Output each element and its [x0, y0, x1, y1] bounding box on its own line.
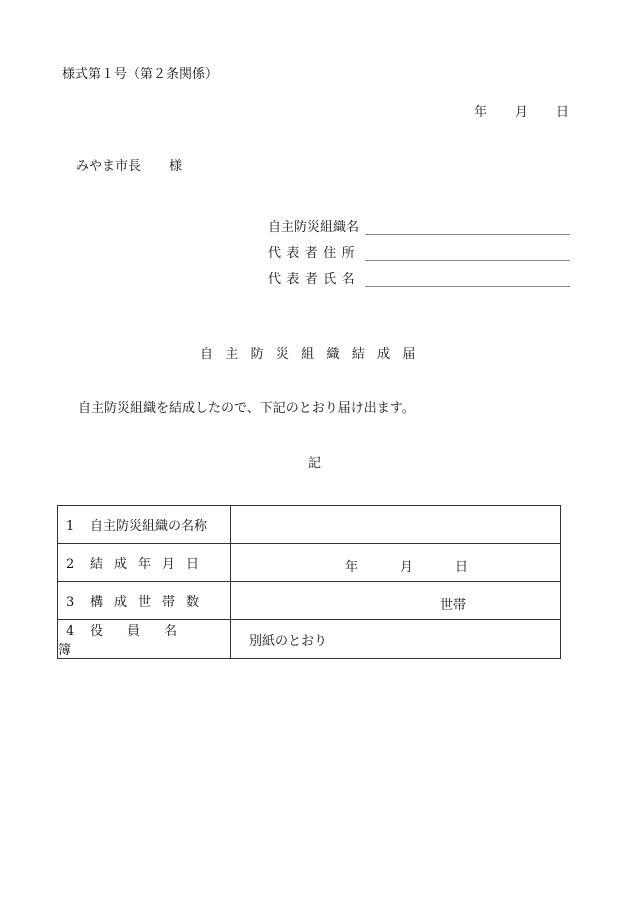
addressee: [76, 155, 182, 174]
org-name-underline: [365, 234, 570, 235]
body-text: 自主防災組織を結成したので、下記のとおり届け出ます。: [78, 401, 415, 416]
rep-name-underline: [365, 286, 570, 287]
row-number: 4: [66, 624, 75, 639]
formation-month-label: 月: [400, 560, 414, 575]
row-label: [58, 582, 231, 620]
row-label-text: 結成年月日: [90, 557, 211, 572]
rep-address-label: 代表者住所: [268, 246, 361, 261]
row-label: [58, 620, 231, 659]
table-row: [58, 506, 561, 544]
document-title: 自主防災組織結成届: [200, 347, 428, 362]
row-label: [58, 544, 231, 582]
formation-year-label: 年: [345, 560, 359, 575]
date-day-label: 日: [556, 105, 570, 120]
household-count-cell[interactable]: [231, 582, 561, 620]
row-label-text: 構成世帯数: [90, 595, 211, 610]
formation-date-cell[interactable]: [231, 544, 561, 582]
table-row: [58, 544, 561, 582]
rep-address-field[interactable]: [268, 242, 570, 264]
formation-day-label: 日: [455, 560, 469, 575]
info-table: [57, 505, 561, 659]
rep-name-label: 代表者氏名: [268, 272, 361, 287]
org-name-label: 自主防災組織名: [268, 220, 360, 235]
row-number: 3: [66, 595, 75, 610]
date-year-label: 年: [474, 105, 488, 120]
date-month-label: 月: [515, 105, 529, 120]
form-number: 様式第１号（第２条関係）: [62, 67, 219, 82]
row-label-text: 自主防災組織の名称: [90, 519, 208, 534]
table-row: [58, 620, 561, 659]
row-number: 1: [66, 519, 75, 534]
rep-address-underline: [365, 260, 570, 261]
org-name-input-cell[interactable]: [231, 506, 561, 544]
row-label: [58, 506, 231, 544]
rep-name-field[interactable]: [268, 268, 570, 290]
org-name-field[interactable]: [268, 216, 570, 238]
submission-date: [474, 101, 569, 120]
table-row: [58, 582, 561, 620]
household-unit: 世帯: [440, 598, 467, 613]
row-label-text: 役員名簿: [58, 624, 202, 658]
addressee-name: みやま市長: [76, 159, 142, 174]
addressee-honorific: 様: [169, 159, 183, 174]
officer-list-cell[interactable]: 別紙のとおり: [231, 620, 561, 659]
row-number: 2: [66, 557, 75, 572]
ki-heading: 記: [308, 456, 322, 471]
